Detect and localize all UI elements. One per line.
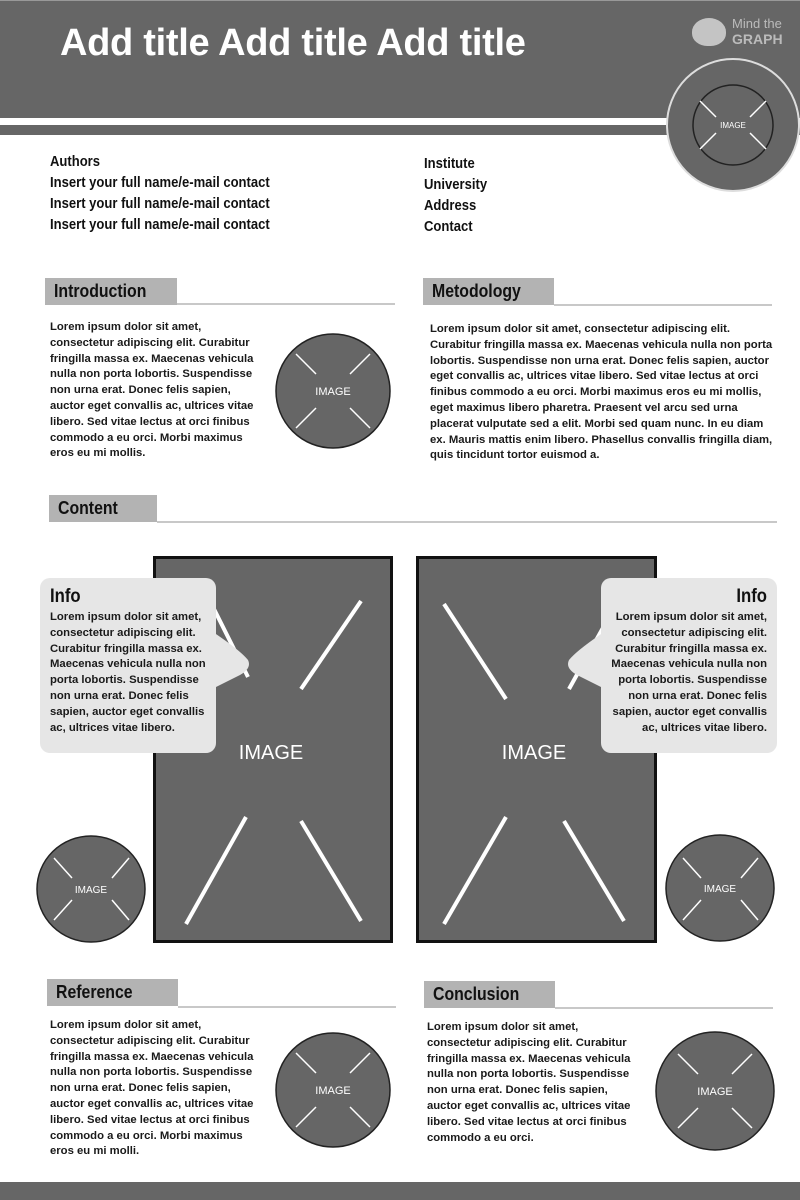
introduction-title: Introduction — [54, 281, 147, 301]
section-divider — [177, 303, 395, 305]
authors-heading: Authors — [50, 154, 101, 170]
section-divider — [157, 521, 777, 523]
institute-block — [424, 154, 487, 238]
content-header — [49, 495, 157, 522]
introduction-text[interactable]: Lorem ipsum dolor sit amet, consectetur adipiscing elit. Curabitur fringilla massa ex. Maecenas vehicula nulla non porta lobortis. Suspendisse non urna erat. Donec felis sapien, auctor eget convallis ac, ultrices vitae libero. Sed vitae lectus at orci finibus commodo a eu orci. Morbi maximus eros eu mi mollis. — [50, 321, 254, 460]
content-title: Content — [58, 498, 118, 518]
info-title: Info — [50, 586, 81, 607]
info-box-right — [601, 578, 777, 753]
reference-title: Reference — [56, 982, 133, 1002]
small-image-placeholder-left[interactable] — [36, 834, 148, 944]
logo-line1: Mind the — [732, 16, 782, 31]
callout-pointer — [210, 630, 255, 690]
conclusion-title: Conclusion — [433, 984, 520, 1004]
brain-logo-icon — [692, 18, 726, 46]
university-line[interactable]: University — [424, 177, 488, 193]
author-line[interactable]: Insert your full name/e-mail contact — [50, 196, 270, 212]
image-label: IMAGE — [720, 121, 746, 130]
conclusion-image-placeholder[interactable] — [654, 1030, 778, 1154]
image-label: IMAGE — [74, 885, 108, 896]
section-divider — [554, 304, 772, 306]
authors-block — [50, 152, 270, 236]
institute-line[interactable]: Institute — [424, 156, 475, 172]
methodology-text[interactable]: Lorem ipsum dolor sit amet, consectetur adipiscing elit. Curabitur fringilla massa ex. Maecenas vehicula nulla non porta lobortis. Suspendisse non urna erat. Donec felis sapien, auctor eget convallis ac, ultrices vitae libero. Sed vitae lectus at orci finibus commodo a eu orci. Morbi maximus eros eu mi mollis, eget maximus libero pharetra. Praesent vel arcu sed urna placerat vulputate sed a elit. Morbi sed quam nunc. In eu diam ex. Mauris mattis enim libero. Phasellus convallis fringilla diam, quis tincidunt tortor euismod a. — [430, 323, 773, 462]
mind-the-graph-logo — [692, 16, 792, 50]
section-divider — [178, 1006, 396, 1008]
methodology-title: Metodology — [432, 281, 521, 301]
logo-line2: GRAPH — [732, 31, 783, 47]
author-line[interactable]: Insert your full name/e-mail contact — [50, 217, 270, 233]
reference-image-placeholder[interactable] — [274, 1031, 394, 1151]
header-image-placeholder[interactable] — [664, 56, 800, 196]
small-image-placeholder-right[interactable] — [665, 834, 777, 944]
image-label: IMAGE — [697, 1086, 733, 1098]
address-line[interactable]: Address — [424, 198, 477, 214]
section-divider — [555, 1007, 773, 1009]
info-box-left — [40, 578, 216, 753]
conclusion-text[interactable]: Lorem ipsum dolor sit amet, consectetur adipiscing elit. Curabitur fringilla massa ex. Maecenas vehicula nulla non porta lobortis. Suspendisse non urna erat. Donec felis sapien, auctor eget convallis ac, ultrices vitae libero. Sed vitae lectus at orci finibus commodo a eu orci. — [427, 1021, 631, 1144]
info-text[interactable]: Lorem ipsum dolor sit amet, consectetur adipiscing elit. Curabitur fringilla massa ex. Maecenas vehicula nulla non porta lobortis. Suspendisse non urna erat. Donec felis sapien, auctor eget convallis ac, ultrices vitae libero. — [611, 611, 767, 734]
info-text[interactable]: Lorem ipsum dolor sit amet, consectetur adipiscing elit. Curabitur fringilla massa ex. Maecenas vehicula nulla non porta lobortis. Suspendisse non urna erat. Donec felis sapien, auctor eget convallis ac, ultrices vitae libero. — [50, 611, 206, 734]
info-title: Info — [736, 586, 767, 607]
image-label: IMAGE — [703, 884, 737, 895]
poster-title[interactable]: Add title Add title Add title — [60, 22, 526, 64]
image-label: IMAGE — [238, 742, 304, 764]
introduction-header — [45, 278, 177, 305]
image-label: IMAGE — [501, 742, 567, 764]
image-label: IMAGE — [315, 386, 351, 398]
image-label: IMAGE — [315, 1085, 351, 1097]
reference-text[interactable]: Lorem ipsum dolor sit amet, consectetur adipiscing elit. Curabitur fringilla massa ex. Maecenas vehicula nulla non porta lobortis. Suspendisse non urna erat. Donec felis sapien, auctor eget convallis ac, ultrices vitae libero. Sed vitae lectus at orci finibus commodo a eu orci. Morbi maximus eros eu mi molli. — [50, 1019, 254, 1158]
methodology-header — [423, 278, 554, 305]
contact-line[interactable]: Contact — [424, 219, 473, 235]
conclusion-header — [424, 981, 555, 1008]
author-line[interactable]: Insert your full name/e-mail contact — [50, 175, 270, 191]
footer-bar — [0, 1182, 800, 1200]
reference-header — [47, 979, 178, 1006]
introduction-image-placeholder[interactable] — [274, 332, 394, 452]
